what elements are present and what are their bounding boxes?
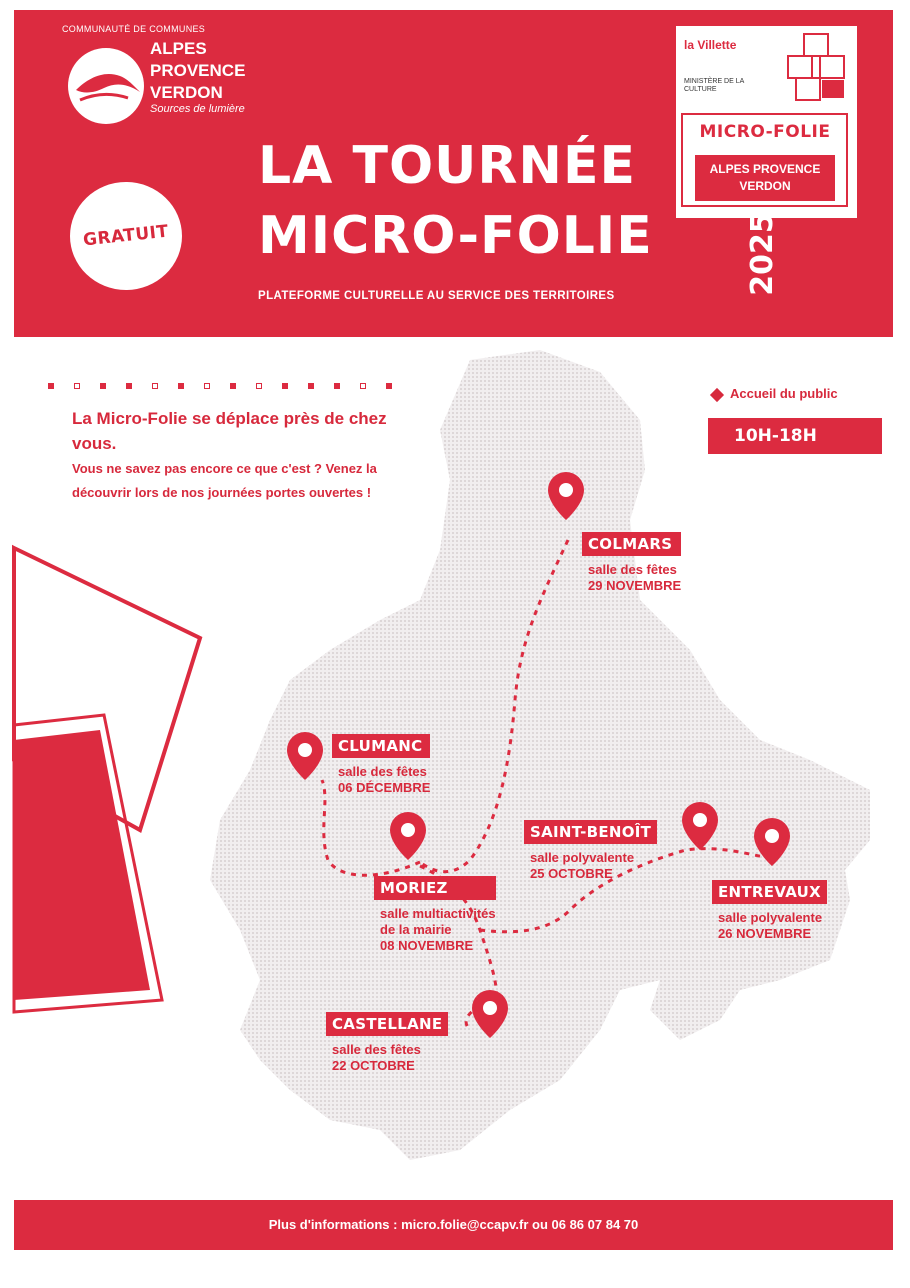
logo-river-icon (68, 48, 144, 124)
location-venue-2: de la mairie (380, 922, 452, 937)
location-venue: salle des fêtes (332, 1042, 421, 1057)
location-saint-benoit (524, 820, 657, 882)
location-name: ENTREVAUX (712, 880, 827, 904)
decor-square-filled (14, 730, 150, 1000)
org-tagline: Sources de lumière (150, 103, 245, 115)
org-name-line-2: PROVENCE (150, 61, 246, 80)
ministry-label: MINISTÈRE DE LA CULTURE (684, 78, 744, 93)
location-date: 06 DÉCEMBRE (338, 780, 431, 795)
location-name: SAINT-BENOÎT (524, 820, 657, 844)
intro-body: Vous ne savez pas encore ce que c'est ? Venez la découvrir lors de nos journées portes ouvertes ! (72, 461, 377, 500)
cube-stack-icon (784, 32, 848, 102)
location-castellane (326, 1012, 448, 1074)
location-venue: salle des fêtes (338, 764, 427, 779)
location-venue: salle des fêtes (588, 562, 677, 577)
free-badge-label: GRATUIT (82, 221, 170, 251)
region-line-1: ALPES PROVENCE (709, 162, 821, 176)
location-clumanc (332, 734, 430, 796)
org-prefix: COMMUNAUTÉ DE COMMUNES (62, 24, 206, 34)
micro-folie-brand: MICRO-FOLIE (699, 122, 831, 142)
year-label: 2025 (745, 212, 780, 296)
location-date: 26 NOVEMBRE (718, 926, 812, 941)
free-badge (70, 182, 182, 290)
location-date: 08 NOVEMBRE (380, 938, 474, 953)
org-name-line-1: ALPES (150, 39, 207, 58)
location-venue: salle polyvalente (718, 910, 823, 925)
location-date: 29 NOVEMBRE (588, 578, 682, 593)
title-line-2: MICRO-FOLIE (258, 206, 653, 266)
subtitle: PLATEFORME CULTURELLE AU SERVICE DES TERRITOIRES (258, 290, 615, 302)
location-name: COLMARS (582, 532, 681, 556)
location-venue: salle multiactivités (380, 906, 496, 921)
location-name: MORIEZ (374, 876, 496, 900)
region-line-2: VERDON (739, 179, 791, 193)
micro-folie-region (695, 155, 835, 201)
location-date: 25 OCTOBRE (530, 866, 613, 881)
hours-label: Accueil du public (730, 386, 838, 401)
location-name: CASTELLANE (326, 1012, 448, 1036)
org-name-line-3: VERDON (150, 83, 223, 102)
title-line-1: LA TOURNÉE (258, 136, 636, 196)
footer-contact: Plus d'informations : micro.folie@ccapv.fr ou 06 86 07 84 70 (14, 1200, 893, 1250)
hours-value: 10H-18H (708, 418, 882, 454)
location-colmars (582, 532, 681, 594)
la-villette-logo: la Villette (684, 38, 737, 52)
location-entrevaux (712, 880, 827, 942)
location-venue: salle polyvalente (530, 850, 635, 865)
location-date: 22 OCTOBRE (332, 1058, 415, 1073)
intro-headline: La Micro-Folie se déplace près de chez vous. (72, 409, 387, 453)
dotted-divider (48, 376, 412, 394)
location-name: CLUMANC (332, 734, 430, 758)
location-moriez (374, 876, 496, 954)
